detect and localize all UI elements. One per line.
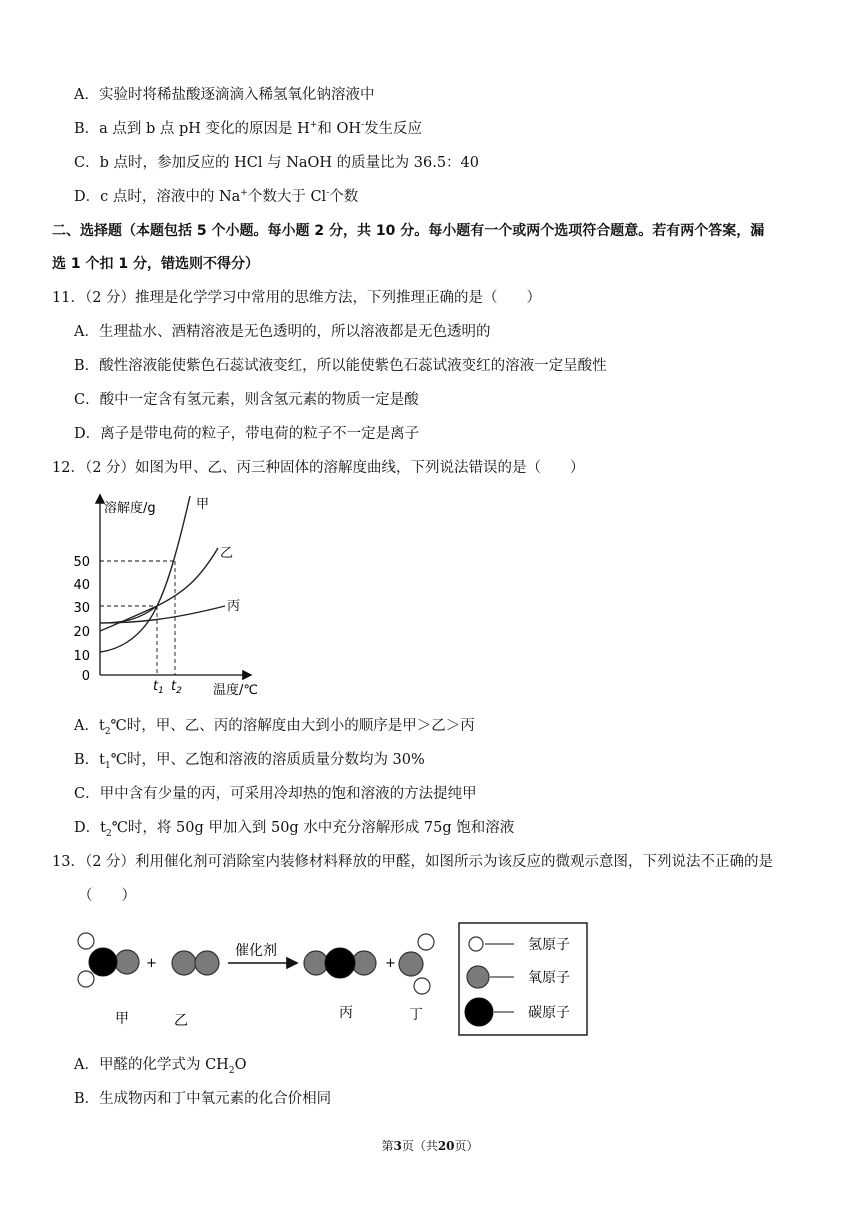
molecule-jia bbox=[78, 933, 139, 987]
q11-option-a: A．生理盐水、酒精溶液是无色透明的，所以溶液都是无色透明的 bbox=[74, 324, 491, 340]
q13-stem: 13．（2 分）利用催化剂可消除室内装修材料释放的甲醛，如图所示为该反应的微观示意图，下列说法不正确的是 bbox=[52, 854, 774, 870]
label-jia: 甲 bbox=[115, 1011, 129, 1027]
molecule-ding bbox=[399, 934, 434, 994]
plus-sign: + bbox=[146, 956, 157, 971]
label-ding: 丁 bbox=[409, 1007, 423, 1023]
solubility-chart bbox=[60, 488, 290, 703]
curve-bing bbox=[100, 606, 225, 623]
section-heading-line1: 二、选择题（本题包括 5 个小题。每小题 2 分，共 10 分。每小题有一个或两个选项符合题意。若有两个答案，漏 bbox=[52, 223, 765, 239]
q10-option-c: C．b 点时，参加反应的 HCl 与 NaOH 的质量比为 36.5：40 bbox=[74, 155, 480, 171]
y-tick-label: 40 bbox=[73, 578, 90, 593]
q13-paren: （ ） bbox=[78, 888, 136, 904]
series-label-yi: 乙 bbox=[220, 546, 234, 561]
x-tick-t2: $t_2$ bbox=[171, 679, 182, 696]
legend-oxygen: 氧原子 bbox=[528, 970, 570, 986]
q10-option-b: B．a 点到 b 点 pH 变化的原因是 H+和 OH-发生反应 bbox=[74, 120, 423, 137]
x-tick-t1: $t_1$ bbox=[153, 679, 164, 696]
molecule-yi bbox=[172, 951, 219, 975]
x-axis-label: 温度/℃ bbox=[213, 683, 258, 698]
label-bing: 丙 bbox=[339, 1005, 353, 1021]
section-heading-line2: 选 1 个扣 1 分，错选则不得分） bbox=[52, 256, 259, 272]
q11-option-b: B．酸性溶液能使紫色石蕊试液变红，所以能使紫色石蕊试液变红的溶液一定呈酸性 bbox=[74, 358, 607, 374]
y-axis-label: 溶解度/g bbox=[104, 501, 156, 516]
curve-jia bbox=[100, 496, 190, 652]
reaction-diagram bbox=[60, 915, 600, 1040]
q13-option-a: A．甲醛的化学式为 $CH_2O$ bbox=[74, 1057, 247, 1076]
y-tick-label: 0 bbox=[81, 669, 90, 684]
y-tick-label: 20 bbox=[73, 625, 90, 640]
q11-option-c: C．酸中一定含有氢元素，则含氢元素的物质一定是酸 bbox=[74, 392, 419, 408]
q12-stem: 12．（2 分）如图为甲、乙、丙三种固体的溶解度曲线，下列说法错误的是（ ） bbox=[52, 460, 585, 476]
q12-option-a: A．$t_2℃$时，甲、乙、丙的溶解度由大到小的顺序是甲＞乙＞丙 bbox=[74, 718, 475, 737]
y-tick-label: 50 bbox=[73, 555, 90, 570]
legend-carbon: 碳原子 bbox=[528, 1005, 570, 1021]
series-label-jia: 甲 bbox=[196, 497, 210, 512]
page-footer: 第3页（共20页） bbox=[381, 1139, 479, 1153]
plus-sign: + bbox=[385, 956, 396, 971]
q10-option-d: D．c 点时，溶液中的 Na+个数大于 Cl-个数 bbox=[74, 188, 359, 205]
legend-hydrogen: 氢原子 bbox=[528, 937, 570, 953]
q12-option-c: C．甲中含有少量的丙，可采用冷却热的饱和溶液的方法提纯甲 bbox=[74, 786, 477, 802]
q10-option-a: A．实验时将稀盐酸逐滴滴入稀氢氧化钠溶液中 bbox=[74, 87, 375, 103]
catalyst-label: 催化剂 bbox=[235, 943, 277, 959]
q11-stem: 11．（2 分）推理是化学学习中常用的思维方法，下列推理正确的是（ ） bbox=[52, 290, 542, 306]
y-tick-label: 10 bbox=[73, 649, 90, 664]
q12-option-b: B．$t_1℃$时，甲、乙饱和溶液的溶质质量分数均为 30% bbox=[74, 752, 425, 771]
series-label-bing: 丙 bbox=[227, 599, 241, 614]
label-yi: 乙 bbox=[174, 1013, 188, 1029]
q12-option-d: D．$t_2℃$时，将 50g 甲加入到 50g 水中充分溶解形成 75g 饱和溶液 bbox=[74, 820, 515, 839]
q11-option-d: D．离子是带电荷的粒子，带电荷的粒子不一定是离子 bbox=[74, 426, 420, 442]
molecule-bing bbox=[304, 948, 376, 978]
y-tick-label: 30 bbox=[73, 601, 90, 616]
q13-option-b: B．生成物丙和丁中氧元素的化合价相同 bbox=[74, 1091, 332, 1107]
